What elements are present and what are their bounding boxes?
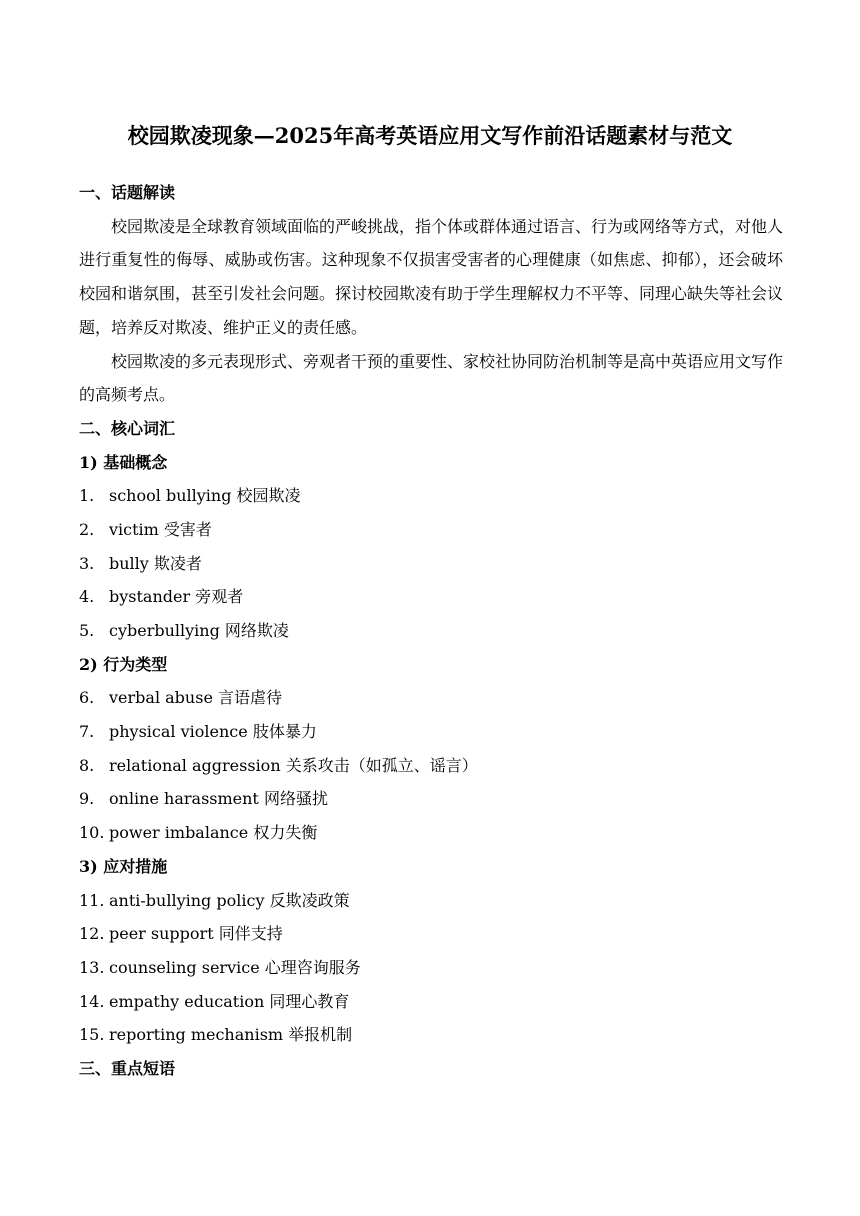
section-heading-core-vocabulary: 二、核心词汇 bbox=[79, 418, 176, 438]
item-text: bystander 旁观者 bbox=[109, 587, 244, 607]
item-number: 14. bbox=[79, 991, 105, 1011]
list-item bbox=[79, 951, 783, 985]
item-number: 13. bbox=[79, 957, 105, 977]
item-text: anti-bullying policy 反欺凌政策 bbox=[109, 890, 350, 910]
list-item bbox=[79, 749, 783, 783]
list-item bbox=[79, 513, 783, 547]
item-number: 7. bbox=[79, 722, 95, 742]
subsection-heading-basic-concepts: 1) 基础概念 bbox=[79, 452, 168, 472]
item-number: 3. bbox=[79, 553, 95, 573]
list-item bbox=[79, 681, 783, 715]
subsection-heading-behavior-types: 2) 行为类型 bbox=[79, 654, 168, 674]
item-text: counseling service 心理咨询服务 bbox=[109, 957, 361, 977]
item-number: 6. bbox=[79, 688, 95, 708]
item-number: 9. bbox=[79, 789, 95, 809]
list-item bbox=[79, 715, 783, 749]
paragraph: 校园欺凌是全球教育领域面临的严峻挑战，指个体或群体通过语言、行为或网络等方式，对他人进行重复性的侮辱、威胁或伤害。这种现象不仅损害受害者的心理健康（如焦虑、抑郁），还会破坏校园和谐氛围，甚至引发社会问题。探讨校园欺凌有助于学生理解权力不平等、同理心缺失等社会议题，培养反对欺凌、维护正义的责任感。 bbox=[79, 216, 784, 337]
item-number: 12. bbox=[79, 924, 105, 944]
item-text: reporting mechanism 举报机制 bbox=[109, 1025, 353, 1045]
item-number: 4. bbox=[79, 587, 95, 607]
item-text: online harassment 网络骚扰 bbox=[109, 789, 328, 809]
item-text: relational aggression 关系攻击（如孤立、谣言） bbox=[109, 755, 478, 775]
item-text: peer support 同伴支持 bbox=[109, 924, 283, 944]
page-title: 校园欺凌现象—2025年高考英语应用文写作前沿话题素材与范文 bbox=[127, 123, 733, 148]
item-text: physical violence 肢体暴力 bbox=[109, 722, 317, 742]
item-text: power imbalance 权力失衡 bbox=[109, 823, 318, 843]
item-text: cyberbullying 网络欺凌 bbox=[109, 621, 289, 641]
section-heading-topic-interpretation: 一、话题解读 bbox=[79, 183, 176, 202]
item-text: school bullying 校园欺凌 bbox=[109, 486, 301, 506]
item-text: victim 受害者 bbox=[109, 519, 212, 539]
item-number: 15. bbox=[79, 1025, 105, 1045]
section-heading-key-phrases: 三、重点短语 bbox=[79, 1058, 176, 1078]
list-item bbox=[79, 985, 783, 1019]
item-number: 8. bbox=[79, 755, 95, 775]
item-text: bully 欺凌者 bbox=[109, 553, 202, 573]
item-number: 11. bbox=[79, 890, 105, 910]
item-text: verbal abuse 言语虐待 bbox=[109, 688, 282, 708]
list-item bbox=[79, 917, 783, 951]
document-body bbox=[79, 176, 783, 1086]
list-item bbox=[79, 547, 783, 581]
list-item bbox=[79, 884, 783, 918]
list-item bbox=[79, 816, 783, 850]
list-item bbox=[79, 1018, 783, 1052]
item-number: 1. bbox=[79, 486, 95, 506]
item-number: 2. bbox=[79, 519, 95, 539]
subsection-heading-countermeasures: 3) 应对措施 bbox=[79, 856, 168, 876]
paragraph: 校园欺凌的多元表现形式、旁观者干预的重要性、家校社协同防治机制等是高中英语应用文写作的高频考点。 bbox=[79, 351, 784, 405]
list-item bbox=[79, 479, 783, 513]
item-text: empathy education 同理心教育 bbox=[109, 991, 350, 1011]
list-item bbox=[79, 614, 783, 648]
item-number: 10. bbox=[79, 823, 105, 843]
list-item bbox=[79, 580, 783, 614]
item-number: 5. bbox=[79, 621, 95, 641]
list-item bbox=[79, 782, 783, 816]
